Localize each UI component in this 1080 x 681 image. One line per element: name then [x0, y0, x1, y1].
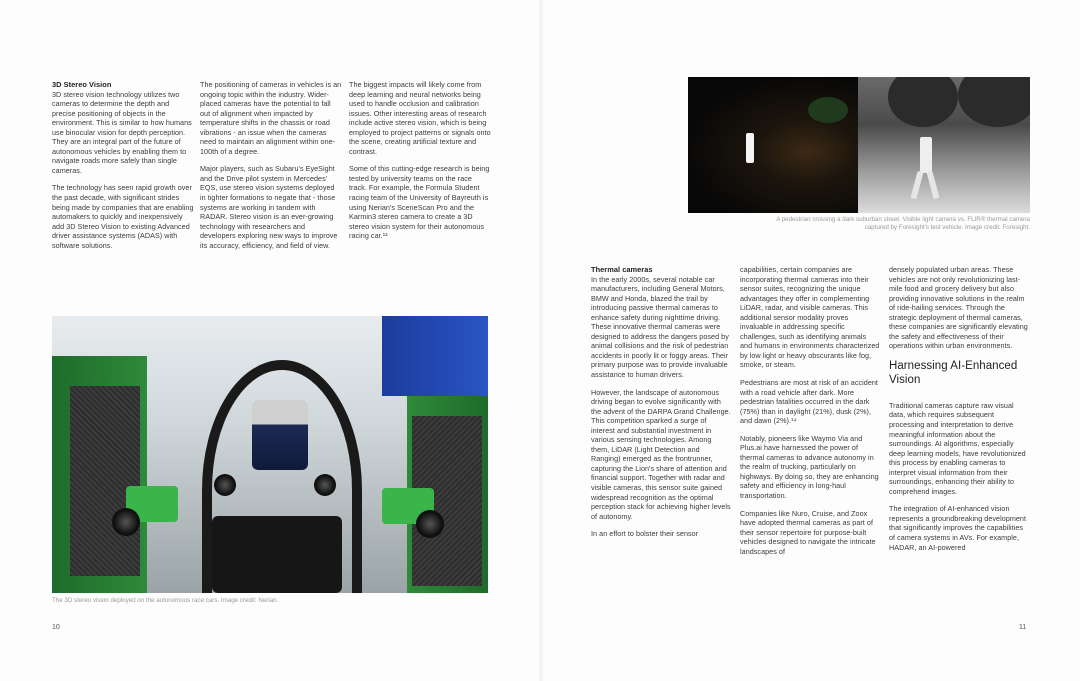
- right-col-3: [889, 265, 1029, 560]
- paragraph: In an effort to bolster their sensor: [591, 529, 699, 539]
- paragraph: densely populated urban areas. These vehicles are not only revolutionizing last-mile food and grocery delivery but also providing innovative solutions in the realm of ride-hailing services. Through the strategic deployment of thermal cameras, these companies are significantly elevating the safety and effectiveness of their operations within urban environments.: [889, 265, 1028, 351]
- paragraph: The technology has seen rapid growth over the past decade, with significant strides being made by companies that are enabling automakers to quickly and inexpensively add 3D Stereo Vision to existing Advanced driver assistance systems (ADAS) with software solutions.: [52, 183, 194, 250]
- right-col-2: [740, 265, 880, 564]
- page-number-left: 10: [52, 624, 60, 631]
- photo-detail: [920, 137, 932, 173]
- photo-detail: [112, 508, 140, 536]
- paragraph: capabilities, certain companies are incorporating thermal cameras into their sensor suites, recognizing the unique advantages they offer in complementing LiDAR, radar, and visible cameras. This additional sensor modality proves invaluable in addressing specific challenges, such as identifying animals and humans in environments characterized by low light or heavy obscurants like fog, smoke, or steam.: [740, 265, 880, 370]
- photo-detail: [252, 400, 308, 470]
- photo-detail: [746, 133, 754, 163]
- left-col-1: [52, 80, 194, 258]
- photo-detail: [214, 474, 236, 496]
- paragraph: The biggest impacts will likely come from deep learning and neural networks being used to handle occlusion and calibration issues. Other interesting areas of research include active stereo vision, which is being employed to project patterns or signals onto the scene, creating artificial texture and contrast.: [349, 80, 491, 156]
- rig-photo-caption: The 3D stereo vision deployed on the autonomous race cars. Image credit: Nerian.: [52, 597, 279, 604]
- left-col-3: [349, 80, 491, 249]
- pedestrian-night-photo: [688, 77, 1030, 213]
- caption-line: A pedestrian crossing a dark suburban street. Visible light camera vs. FLIR® thermal camera: [776, 216, 1030, 223]
- caption-line: captured by Foresight's test vehicle. Image credit: Foresight.: [864, 224, 1030, 231]
- photo-detail: [808, 97, 848, 123]
- left-col-2: [200, 80, 342, 258]
- paragraph: Traditional cameras capture raw visual data, which requires subsequent processing and interpretation to derive meaningful information about the surroundings. AI algorithms, especially deep learning models, have revolutionized this process by enabling cameras to interpret visual information from their surroundings, enhancing their ability to comprehend images.: [889, 400, 1026, 496]
- photo-detail: [314, 474, 336, 496]
- section-heading-3d-stereo: 3D Stereo Vision: [52, 80, 112, 89]
- paragraph: Pedestrians are most at risk of an accident with a road vehicle after dark. More pedestrian fatalities occurred in the dark (75%) than in daylight (21%), dusk (2%), and dawn (2%).¹⁴: [740, 378, 878, 426]
- paragraph: 3D stereo vision technology utilizes two cameras to determine the depth and precise positioning of objects in the environment. This is similar to how humans use binocular vision for depth perception. They are an integral part of the future of autonomous vehicles by enabling them to navigate roads more safely than single cameras.: [52, 89, 192, 175]
- paragraph: Major players, such as Subaru's EyeSight and the Drive pilot system in Mercedes' EQS, use stereo vision systems deployed in tighter formations to negate that - those systems are working in tandem with RADAR. Stereo vision is an ever-growing technology with researchers and developers exploring new ways to improve its accuracy, efficiency, and field of view.: [200, 164, 338, 250]
- right-col-1: [591, 265, 731, 547]
- section-heading-ai-vision: Harnessing AI-Enhanced Vision: [889, 359, 1018, 386]
- stereo-rig-photo: [52, 316, 488, 593]
- paragraph: However, the landscape of autonomous driving began to evolve significantly with the advent of the DARPA Grand Challenge. This competition sparked a surge of interest and substantial investment in various sensing technologies. Among them, LiDAR (Light Detection and Ranging) emerged as the frontrunner, capturing the Lion's share of attention and financial support. Together with radar and visible cameras, this sensor suite gained widespread recognition as the optimal perception stack for achieving higher levels of autonomy.: [591, 387, 731, 521]
- photo-detail: [416, 510, 444, 538]
- photo-detail: [70, 386, 140, 576]
- paragraph: The integration of AI-enhanced vision represents a groundbreaking development that significantly improves the capabilities of camera systems in AVs. For example, HADAR, an AI-powered: [889, 504, 1027, 552]
- paragraph: Companies like Nuro, Cruise, and Zoox have adopted thermal cameras as part of their sensor repertoire for purpose-built vehicles designed to navigate the intricate landscapes of: [740, 508, 876, 556]
- night-photo-caption: [690, 216, 1030, 232]
- page-gutter: [538, 0, 544, 681]
- paragraph: The positioning of cameras in vehicles is an ongoing topic within the industry. Wider-placed cameras have the potential to fall out of alignment when impacted by temperature shifts in the chassis or road vibrations - an issue when the cameras need to maintain an alignment within one-100th of a degree.: [200, 80, 342, 156]
- paragraph: Some of this cutting-edge research is being tested by university teams on the race track. For example, the Formula Student racing team of the University of Bayreuth is using Nerian's SceneScan Pro and the Karmin3 stereo camera to create a 3D stereo vision system for their autonomous racing car.¹³: [349, 164, 490, 241]
- section-heading-thermal: Thermal cameras: [591, 265, 653, 274]
- page-number-right: 11: [1019, 624, 1027, 631]
- photo-detail: [212, 516, 342, 593]
- paragraph: In the early 2000s, several notable car manufacturers, including General Motors, BMW and Honda, blazed the trail by introducing passive thermal cameras to enhance safety during nighttime driving. These innovative thermal cameras were designed to address the dangers posed by animal collisions and the risk of pedestrian accidents in poorly lit or foggy areas. Their primary purpose was to provide invaluable assistance to human drivers.: [591, 274, 729, 380]
- paragraph: Notably, pioneers like Waymo Via and Plus.ai have harnessed the power of thermal cameras to advance autonomy in the realm of trucking, particularly on highways. By doing so, they are enhancing safety and efficiency in long-haul transportation.: [740, 433, 879, 501]
- photo-detail: [382, 316, 488, 396]
